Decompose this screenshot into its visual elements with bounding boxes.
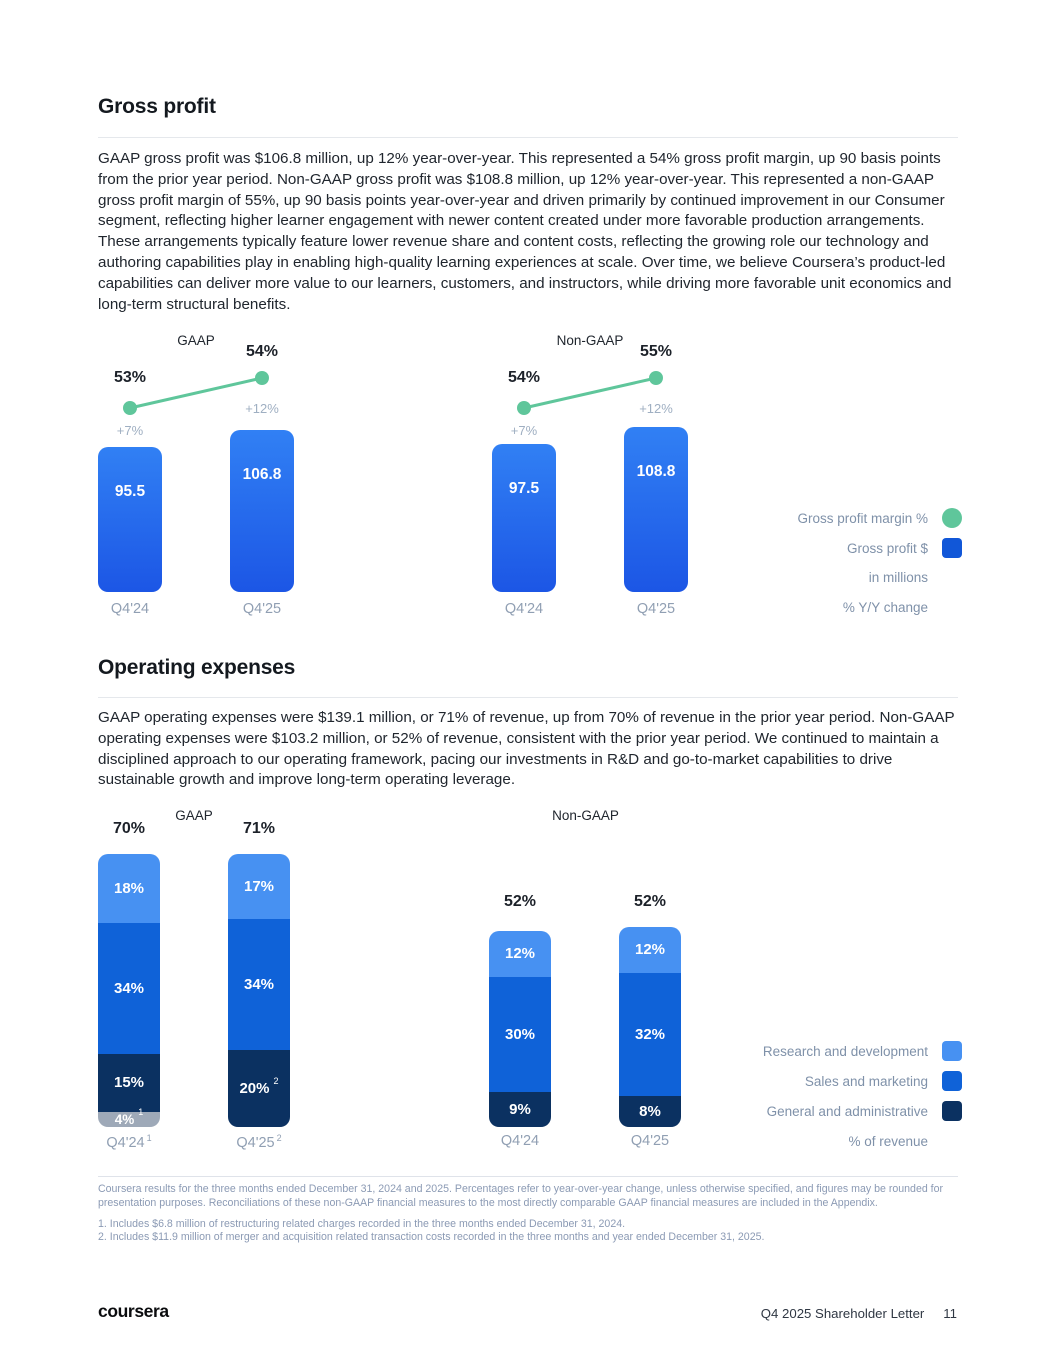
segment-sales-marketing bbox=[228, 919, 290, 1050]
green-circle-swatch bbox=[942, 508, 962, 528]
legend-label: Gross profit $ bbox=[846, 540, 928, 556]
yoy-change-q424: +7% bbox=[116, 423, 144, 438]
segment-sales-marketing bbox=[619, 973, 681, 1096]
gross-profit-bar-q425 bbox=[230, 430, 294, 592]
legend-row-dollars bbox=[847, 537, 962, 559]
gross-profit-charts bbox=[98, 333, 958, 625]
footnote-marker: 2 bbox=[273, 1076, 279, 1086]
blue-square-swatch bbox=[942, 538, 962, 558]
segment-general-administrative bbox=[98, 1054, 160, 1112]
legend-row-rnd bbox=[763, 1040, 962, 1062]
segment-label: 9% bbox=[509, 1101, 531, 1119]
legend-row-margin bbox=[797, 507, 962, 529]
footnote-marker: 2 bbox=[276, 1133, 282, 1143]
legend-label: % Y/Y change bbox=[842, 599, 928, 615]
x-axis-label-q424: Q4'24 bbox=[500, 1133, 540, 1149]
stacked-bar-q424 bbox=[489, 931, 551, 1127]
legend-label: General and administrative bbox=[766, 1103, 928, 1119]
bar-value: 95.5 bbox=[114, 482, 146, 500]
gross-profit-chart-non-gaap bbox=[492, 333, 688, 625]
total-label-q425: 71% bbox=[242, 820, 276, 837]
gross-profit-bar-q425 bbox=[624, 427, 688, 592]
segment-research-development bbox=[489, 931, 551, 977]
segment-research-development bbox=[228, 854, 290, 919]
segment-general-administrative bbox=[489, 1092, 551, 1127]
medium-blue-swatch bbox=[942, 1071, 962, 1091]
segment-label: 32% bbox=[634, 1026, 666, 1044]
total-label-q425: 52% bbox=[633, 893, 667, 910]
legend-label: Research and development bbox=[762, 1043, 928, 1059]
chart-title: GAAP bbox=[177, 333, 215, 348]
yoy-change-q424: +7% bbox=[510, 423, 538, 438]
x-axis-label-q425: Q4'25 bbox=[242, 601, 282, 617]
chart-title: Non-GAAP bbox=[552, 808, 619, 823]
chart-title: Non-GAAP bbox=[556, 333, 624, 348]
gross-profit-heading: Gross profit bbox=[98, 95, 216, 118]
footer-document-title: Q4 2025 Shareholder Letter bbox=[760, 1306, 925, 1321]
chart-title: GAAP bbox=[175, 808, 213, 823]
segment-label: 17% bbox=[243, 877, 275, 895]
segment-label: 12% bbox=[634, 941, 666, 959]
yoy-change-q425: +12% bbox=[245, 401, 279, 416]
segment-general-administrative bbox=[619, 1096, 681, 1127]
legend-row-change bbox=[843, 596, 962, 618]
stacked-bar-q425 bbox=[228, 854, 290, 1127]
section-divider bbox=[98, 697, 958, 698]
legend-row-units bbox=[848, 1130, 962, 1152]
x-axis-label-q424: Q4'24 bbox=[504, 601, 544, 617]
segment-research-development bbox=[619, 927, 681, 973]
gross-profit-bar-q424 bbox=[98, 447, 162, 592]
x-axis-label-q425: Q4'25 bbox=[636, 601, 676, 617]
total-label-q424: 70% bbox=[112, 820, 146, 837]
stacked-bar-q425 bbox=[619, 927, 681, 1127]
coursera-logo: coursera bbox=[98, 1301, 169, 1321]
legend-row-snm bbox=[805, 1070, 962, 1092]
margin-point-q425 bbox=[255, 371, 269, 385]
gross-profit-chart-gaap bbox=[98, 333, 294, 625]
legend-row-units bbox=[869, 566, 962, 588]
page-number: 11 bbox=[943, 1306, 957, 1321]
light-blue-swatch bbox=[942, 1041, 962, 1061]
footnote-2: 2. Includes $11.9 million of merger and acquisition related transaction costs recorded in the three months and year ended December 31, 2025. bbox=[98, 1231, 765, 1243]
footnote-general: Coursera results for the three months ended December 31, 2024 and 2025. Percentages refer to year-over-year change, unless otherwise specified, and figures may be rounded for presentation purposes. Reconciliations of these non-GAAP financial measures to the most directly comparable GAAP financial measures are included in the Appendix. bbox=[98, 1183, 944, 1209]
margin-label-q424: 54% bbox=[507, 369, 541, 386]
x-axis-label-q425: Q4'25 $^2$ bbox=[236, 1133, 282, 1151]
legend-label: Gross profit margin % bbox=[797, 510, 928, 526]
footnote-divider bbox=[98, 1176, 958, 1177]
segment-label: 8% bbox=[639, 1103, 661, 1121]
x-axis-label-q424: Q4'24 bbox=[110, 601, 150, 617]
segment-research-development bbox=[98, 854, 160, 923]
margin-point-q425 bbox=[649, 371, 663, 385]
segment-label: 30% bbox=[504, 1026, 536, 1044]
segment-sales-marketing bbox=[489, 977, 551, 1093]
footnote-marker: 1 bbox=[146, 1133, 152, 1143]
margin-label-q425: 54% bbox=[245, 343, 279, 360]
navy-swatch bbox=[942, 1101, 962, 1121]
segment-label: 34% bbox=[243, 976, 275, 994]
footnote-1: 1. Includes $6.8 million of restructuring related charges recorded in the three months ended December 31, 2024. bbox=[98, 1218, 626, 1230]
segment-general-administrative bbox=[228, 1050, 290, 1127]
segment-label: 12% bbox=[504, 945, 536, 963]
segment-label: 4% bbox=[114, 1111, 135, 1127]
margin-point-q424 bbox=[517, 401, 531, 415]
section-divider bbox=[98, 137, 958, 138]
segment-label: 15% bbox=[113, 1074, 145, 1092]
gross-profit-paragraph: GAAP gross profit was $106.8 million, up 12% year-over-year. This represented a 54% gross profit margin, up 90 basis points from the prior year period. Non-GAAP gross profit was $108.8 million, up 12% year-over-year. This represented a non-GAAP gross profit margin of 55%, up 90 basis points year-over-year and driven primarily by continued improvement in our Consumer segment, reflecting higher learner engagement with newer content created under more favorable production arrangements. These arrangements typically feature lower revenue share and content costs, reflecting the growing role our technology and authoring capabilities play in enabling high-quality learning experiences at scale. Over time, we believe Coursera’s product-led capabilities can deliver more value to our learners, customers, and instructors, while driving more favorable unit economics and long-term structural benefits. bbox=[98, 150, 952, 313]
legend-label: % of revenue bbox=[848, 1133, 928, 1149]
stacked-bar-q424 bbox=[98, 854, 160, 1127]
margin-label-q424: 53% bbox=[113, 369, 147, 386]
opex-chart-non-gaap bbox=[489, 808, 682, 1156]
gross-profit-bar-q424 bbox=[492, 444, 556, 592]
margin-label-q425: 55% bbox=[639, 343, 673, 360]
legend-label: in millions bbox=[868, 569, 928, 585]
opex-chart-gaap bbox=[98, 808, 290, 1156]
legend-row-gna bbox=[767, 1100, 962, 1122]
total-label-q424: 52% bbox=[503, 893, 537, 910]
footer-right bbox=[761, 1306, 957, 1321]
yoy-change-q425: +12% bbox=[639, 401, 673, 416]
operating-expenses-charts bbox=[98, 808, 958, 1156]
segment-label: 18% bbox=[113, 879, 145, 897]
bar-value: 97.5 bbox=[508, 479, 540, 497]
footnote-marker: 1 bbox=[138, 1106, 144, 1117]
segment-sales-marketing bbox=[98, 923, 160, 1054]
segment-label: 34% bbox=[113, 979, 145, 997]
x-axis-label-q424: Q4'24 $^1$ bbox=[106, 1133, 152, 1151]
operating-expenses-paragraph: GAAP operating expenses were $139.1 million, or 71% of revenue, up from 70% of revenue in the prior year period. Non-GAAP operating expenses were $103.2 million, or 52% of revenue, consistent with the prior year period. We continued to maintain a disciplined approach to our operating framework, pacing our investments in R&D and go-to-market capabilities to drive sustainable growth and improve long-term operating leverage. bbox=[98, 709, 955, 789]
x-axis-label-q425: Q4'25 bbox=[630, 1133, 670, 1149]
segment-label: 20% bbox=[239, 1080, 270, 1097]
bar-value: 108.8 bbox=[636, 462, 676, 480]
operating-expenses-heading: Operating expenses bbox=[98, 656, 296, 679]
bar-value: 106.8 bbox=[242, 465, 282, 483]
legend-label: Sales and marketing bbox=[804, 1073, 928, 1089]
segment-restructuring bbox=[98, 1106, 160, 1127]
margin-point-q424 bbox=[123, 401, 137, 415]
